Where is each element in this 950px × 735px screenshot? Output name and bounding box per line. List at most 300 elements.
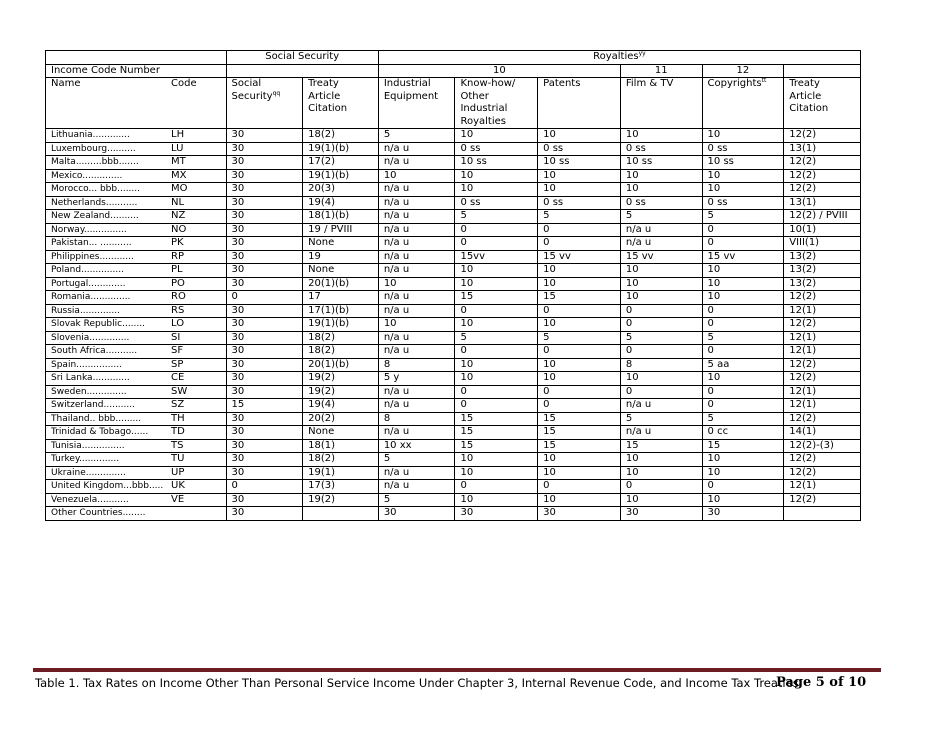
rate-cell-ind: n/a u [378, 210, 455, 224]
rate-cell-cite: 14(1) [784, 426, 861, 440]
rate-cell-ss-cite: 17 [303, 291, 379, 305]
header-row-columns [46, 78, 861, 129]
country-cell [46, 169, 227, 183]
rate-cell-cite: 12(2) [784, 372, 861, 386]
rate-cell-ind: 8 [378, 358, 455, 372]
rate-cell-copy: 0 [702, 223, 784, 237]
rate-cell-cite: 12(1) [784, 385, 861, 399]
rate-cell-copy: 10 [702, 453, 784, 467]
country-cell [46, 156, 227, 170]
rate-cell-copy: 0 [702, 345, 784, 359]
rate-cell-ind: 5 y [378, 372, 455, 386]
table-row [46, 426, 861, 440]
country-cell [46, 210, 227, 224]
table-row [46, 291, 861, 305]
income-code-11: 11 [620, 64, 702, 78]
country-code: LO [171, 318, 185, 329]
country-code: SI [171, 331, 181, 343]
rate-cell-ind: 10 [378, 318, 455, 332]
header-blank [46, 51, 227, 65]
rate-cell-ss: 30 [226, 507, 303, 521]
table-row [46, 453, 861, 467]
rate-cell-know: 10 [455, 129, 538, 143]
rate-cell-ind: n/a u [378, 237, 455, 251]
rate-cell-ind: n/a u [378, 183, 455, 197]
rate-cell-film: 8 [620, 358, 702, 372]
rate-cell-cite: 12(1) [784, 399, 861, 413]
rate-cell-ss: 30 [226, 142, 303, 156]
rate-cell-ind: 5 [378, 493, 455, 507]
rate-cell-copy: 10 [702, 372, 784, 386]
country-cell [46, 507, 227, 521]
table-row [46, 412, 861, 426]
rate-cell-know: 0 ss [455, 196, 538, 210]
rate-cell-ss-cite: 20(3) [303, 183, 379, 197]
rate-cell-ss: 30 [226, 237, 303, 251]
country-code: TD [171, 426, 185, 437]
tax-rates-table [45, 50, 861, 521]
rate-cell-film: n/a u [620, 237, 702, 251]
country-code: MT [171, 156, 186, 167]
rate-cell-film: 5 [620, 412, 702, 426]
rate-cell-film: 10 [620, 183, 702, 197]
rate-cell-ss-cite: 18(2) [303, 331, 379, 345]
country-name: Pakistan... ........... [51, 238, 132, 248]
rate-cell-film: 5 [620, 331, 702, 345]
country-code: TS [171, 439, 184, 451]
rate-cell-cite: 12(2) [784, 318, 861, 332]
rate-cell-ss-cite: None [303, 237, 379, 251]
rate-cell-know: 5 [455, 210, 538, 224]
rate-cell-pat: 30 [538, 507, 621, 521]
rate-cell-film: 10 [620, 129, 702, 143]
country-cell [46, 466, 227, 480]
rate-cell-copy: 10 [702, 277, 784, 291]
rate-cell-ind: 10 [378, 169, 455, 183]
country-cell [46, 358, 227, 372]
country-name: Ukraine.............. [51, 467, 126, 478]
rate-cell-ss-cite: 18(2) [303, 129, 379, 143]
col-industrial-equipment-header: Industrial Equipment [378, 78, 455, 129]
header-cite-blank [784, 64, 861, 78]
header-royalties-footnote: yy [638, 50, 646, 57]
rate-cell-know: 0 [455, 223, 538, 237]
country-code: RP [171, 250, 184, 262]
table-row [46, 493, 861, 507]
rate-cell-ind: n/a u [378, 264, 455, 278]
page-number: Page 5 of 10 [776, 675, 867, 690]
country-code: UP [171, 466, 185, 478]
country-code: RO [171, 291, 186, 302]
rate-cell-cite: 13(1) [784, 142, 861, 156]
table-row [46, 223, 861, 237]
rate-cell-pat: 0 [538, 345, 621, 359]
rate-cell-ss: 30 [226, 331, 303, 345]
country-cell [46, 372, 227, 386]
rate-cell-cite: 12(2) [784, 493, 861, 507]
rate-cell-cite: VIII(1) [784, 237, 861, 251]
rate-cell-copy: 0 [702, 304, 784, 318]
rate-cell-cite: 12(2) [784, 291, 861, 305]
rate-cell-copy: 15 [702, 439, 784, 453]
country-name: Portugal............. [51, 278, 126, 289]
country-cell [46, 453, 227, 467]
rate-cell-know: 10 [455, 318, 538, 332]
rate-cell-know: 15vv [455, 250, 538, 264]
rate-cell-film: 10 [620, 277, 702, 291]
rate-cell-know: 10 [455, 358, 538, 372]
table-row [46, 480, 861, 494]
table-row [46, 345, 861, 359]
rate-cell-know: 0 [455, 385, 538, 399]
rate-cell-ss-cite: 18(1) [303, 439, 379, 453]
rate-cell-ind: n/a u [378, 304, 455, 318]
country-code: MO [171, 183, 188, 194]
country-cell [46, 250, 227, 264]
table-row [46, 196, 861, 210]
rate-cell-copy: 0 [702, 480, 784, 494]
rate-cell-ss-cite: 19(2) [303, 493, 379, 507]
col-social-security-header [226, 78, 303, 129]
rate-cell-cite: 12(1) [784, 331, 861, 345]
income-code-12: 12 [702, 64, 784, 78]
country-name: Sweden.............. [51, 386, 127, 397]
country-code: SZ [171, 399, 185, 410]
rate-cell-know: 10 [455, 493, 538, 507]
rate-cell-ind: n/a u [378, 480, 455, 494]
rate-cell-film: 0 [620, 385, 702, 399]
country-name: Other Countries........ [51, 508, 146, 518]
rate-cell-copy: 5 [702, 412, 784, 426]
col-social-security-footnote: qq [272, 89, 281, 97]
income-code-number-label: Income Code Number [46, 64, 227, 78]
rate-cell-film: n/a u [620, 223, 702, 237]
rate-cell-ss-cite: 19(4) [303, 399, 379, 413]
table-row [46, 129, 861, 143]
table-row [46, 439, 861, 453]
rate-cell-ind: n/a u [378, 345, 455, 359]
rate-cell-cite: 13(2) [784, 277, 861, 291]
rate-cell-pat: 10 [538, 318, 621, 332]
rate-cell-ss: 30 [226, 129, 303, 143]
table-row [46, 385, 861, 399]
rate-cell-pat: 0 [538, 399, 621, 413]
rate-cell-pat: 15 [538, 426, 621, 440]
rate-cell-ss-cite [303, 507, 379, 521]
rate-cell-cite: 12(1) [784, 304, 861, 318]
col-code-header: Code [171, 78, 197, 89]
country-name: Norway............... [51, 224, 127, 235]
country-cell [46, 142, 227, 156]
rate-cell-pat: 10 ss [538, 156, 621, 170]
country-code: PL [171, 264, 183, 275]
country-name: Poland............... [51, 265, 124, 275]
country-name: Russia.............. [51, 305, 120, 316]
country-name: Morocco... bbb........ [51, 184, 140, 194]
rate-cell-copy: 0 [702, 318, 784, 332]
col-social-security-label: Social Security [231, 78, 273, 102]
rate-cell-film: 10 [620, 466, 702, 480]
rate-cell-copy: 0 ss [702, 196, 784, 210]
country-code: UK [171, 480, 185, 491]
rate-cell-pat: 10 [538, 493, 621, 507]
rate-cell-copy: 0 [702, 237, 784, 251]
rate-cell-film: 10 [620, 264, 702, 278]
rate-cell-film: 0 ss [620, 196, 702, 210]
country-cell [46, 223, 227, 237]
rate-cell-know: 0 [455, 399, 538, 413]
header-name-code [46, 78, 227, 129]
rate-cell-copy: 10 [702, 183, 784, 197]
rate-cell-film: n/a u [620, 399, 702, 413]
rate-cell-cite: 12(2) [784, 412, 861, 426]
country-cell [46, 277, 227, 291]
rate-cell-ind: 8 [378, 412, 455, 426]
rate-cell-ind: n/a u [378, 426, 455, 440]
rate-cell-pat: 0 [538, 385, 621, 399]
rate-cell-ss: 30 [226, 439, 303, 453]
country-code: LU [171, 142, 184, 154]
country-cell [46, 183, 227, 197]
country-cell [46, 129, 227, 143]
rate-cell-ind: n/a u [378, 466, 455, 480]
col-copyrights-header [702, 78, 784, 129]
rate-cell-film: 0 [620, 318, 702, 332]
country-name: Spain................ [51, 359, 122, 370]
rate-cell-ind: 5 [378, 129, 455, 143]
rate-cell-copy: 15 vv [702, 250, 784, 264]
rate-cell-ss: 30 [226, 318, 303, 332]
country-name: Romania.............. [51, 292, 131, 302]
rate-cell-know: 15 [455, 412, 538, 426]
country-name: Philippines............ [51, 251, 134, 262]
rate-cell-film: 10 [620, 453, 702, 467]
rate-cell-pat: 10 [538, 264, 621, 278]
table-row [46, 156, 861, 170]
header-row-groups [46, 51, 861, 65]
rate-cell-pat: 0 [538, 237, 621, 251]
table-row [46, 250, 861, 264]
rate-cell-ind: n/a u [378, 385, 455, 399]
rate-cell-copy: 5 aa [702, 358, 784, 372]
rate-cell-copy: 0 ss [702, 142, 784, 156]
footer-caption: Table 1. Tax Rates on Income Other Than Personal Service Income Under Chapter 3, Internal Revenue Code, and Income Tax Treaties [35, 676, 799, 690]
rate-cell-cite: 12(2) [784, 129, 861, 143]
rate-cell-copy: 5 [702, 210, 784, 224]
table-row [46, 358, 861, 372]
rate-cell-know: 10 [455, 183, 538, 197]
rate-cell-ss: 30 [226, 453, 303, 467]
table-row [46, 169, 861, 183]
rate-cell-ind: n/a u [378, 250, 455, 264]
rate-cell-know: 0 [455, 345, 538, 359]
rate-cell-ss: 30 [226, 493, 303, 507]
rate-cell-cite: 12(2)-(3) [784, 439, 861, 453]
country-name: Luxembourg.......... [51, 143, 136, 154]
rate-cell-ss: 30 [226, 358, 303, 372]
country-cell [46, 196, 227, 210]
rate-cell-film: 30 [620, 507, 702, 521]
header-royalties-group [378, 51, 860, 65]
table-row [46, 142, 861, 156]
rate-cell-film: 15 vv [620, 250, 702, 264]
rate-cell-ss: 15 [226, 399, 303, 413]
country-code: LH [171, 129, 185, 140]
country-cell [46, 412, 227, 426]
rate-cell-pat: 10 [538, 183, 621, 197]
rate-cell-cite: 12(1) [784, 345, 861, 359]
country-code: PK [171, 237, 184, 248]
rate-cell-know: 10 ss [455, 156, 538, 170]
rate-cell-know: 0 [455, 237, 538, 251]
rate-cell-ind: n/a u [378, 142, 455, 156]
rate-cell-film: 15 [620, 439, 702, 453]
rate-cell-ss: 30 [226, 412, 303, 426]
rate-cell-copy: 30 [702, 507, 784, 521]
rate-cell-cite: 13(2) [784, 264, 861, 278]
rate-cell-pat: 0 ss [538, 196, 621, 210]
rate-cell-film: 0 [620, 345, 702, 359]
col-patents-header: Patents [538, 78, 621, 129]
rate-cell-know: 15 [455, 291, 538, 305]
table-row [46, 466, 861, 480]
table-row [46, 372, 861, 386]
country-cell [46, 331, 227, 345]
rate-cell-film: 0 [620, 480, 702, 494]
rate-cell-ss: 30 [226, 277, 303, 291]
table-row [46, 183, 861, 197]
rate-cell-ss-cite: 19(2) [303, 372, 379, 386]
rate-cell-know: 15 [455, 439, 538, 453]
country-code: TU [171, 453, 185, 464]
rate-cell-pat: 15 [538, 291, 621, 305]
rate-cell-ss: 30 [226, 210, 303, 224]
rate-cell-ss: 30 [226, 345, 303, 359]
country-code: NO [171, 223, 187, 235]
country-code: MX [171, 169, 187, 181]
rate-cell-ss-cite: 18(2) [303, 345, 379, 359]
col-name-header: Name [51, 78, 81, 89]
rate-cell-ss: 30 [226, 385, 303, 399]
country-name: Tunisia............... [51, 440, 125, 451]
rate-cell-ind: 30 [378, 507, 455, 521]
country-name: Slovak Republic........ [51, 319, 145, 329]
country-name: Sri Lanka............. [51, 373, 130, 383]
country-name: Turkey.............. [51, 454, 120, 464]
rate-cell-copy: 10 ss [702, 156, 784, 170]
rate-cell-ss: 30 [226, 372, 303, 386]
rate-cell-know: 5 [455, 331, 538, 345]
rate-cell-ss-cite: 18(2) [303, 453, 379, 467]
country-name: Mexico.............. [51, 170, 123, 181]
rate-cell-pat: 0 [538, 304, 621, 318]
table-row [46, 264, 861, 278]
rate-cell-know: 10 [455, 277, 538, 291]
rate-cell-know: 0 [455, 304, 538, 318]
rate-cell-pat: 10 [538, 129, 621, 143]
rate-cell-ind: 5 [378, 453, 455, 467]
country-name: Slovenia.............. [51, 332, 130, 343]
rate-cell-pat: 0 [538, 223, 621, 237]
country-cell [46, 291, 227, 305]
rate-cell-copy: 0 [702, 399, 784, 413]
table-row [46, 399, 861, 413]
table-row [46, 331, 861, 345]
rate-cell-ss: 30 [226, 304, 303, 318]
country-code: SF [171, 345, 184, 356]
table-row [46, 277, 861, 291]
rate-cell-ss: 30 [226, 426, 303, 440]
col-film-tv-header: Film & TV [620, 78, 702, 129]
country-code: NZ [171, 210, 186, 221]
rate-cell-cite: 12(2) [784, 169, 861, 183]
rate-cell-ss-cite: 19 / PVIII [303, 223, 379, 237]
rate-cell-pat: 15 [538, 412, 621, 426]
rate-cell-cite: 12(2) [784, 358, 861, 372]
rate-cell-ss-cite: 17(1)(b) [303, 304, 379, 318]
col-royalty-treaty-citation-header: Treaty Article Citation [784, 78, 861, 129]
country-name: United Kingdom...bbb..... [51, 481, 164, 491]
rate-cell-ss-cite: 17(2) [303, 156, 379, 170]
rate-cell-copy: 10 [702, 291, 784, 305]
country-cell [46, 493, 227, 507]
rate-cell-copy: 10 [702, 466, 784, 480]
rate-cell-ss-cite: 19(1) [303, 466, 379, 480]
col-copyrights-footnote: tt [761, 77, 767, 84]
country-code: SP [171, 358, 184, 370]
rate-cell-know: 15 [455, 426, 538, 440]
country-cell [46, 480, 227, 494]
rate-cell-ind: n/a u [378, 331, 455, 345]
rate-cell-ss-cite: 19(2) [303, 385, 379, 399]
rate-cell-pat: 10 [538, 466, 621, 480]
country-name: Netherlands........... [51, 197, 138, 208]
footer-rule [33, 668, 881, 672]
rate-cell-cite: 12(2) / PVIII [784, 210, 861, 224]
rate-cell-ss: 0 [226, 480, 303, 494]
rate-cell-ss-cite: 20(1)(b) [303, 277, 379, 291]
rate-cell-copy: 10 [702, 493, 784, 507]
country-cell [46, 385, 227, 399]
country-code: RS [171, 304, 185, 316]
rate-cell-know: 10 [455, 264, 538, 278]
country-name: South Africa........... [51, 346, 138, 356]
rate-cell-ss: 30 [226, 196, 303, 210]
country-name: Venezuela........... [51, 494, 129, 505]
rate-cell-copy: 5 [702, 331, 784, 345]
rate-cell-cite: 12(2) [784, 156, 861, 170]
country-cell [46, 264, 227, 278]
rate-cell-ind: 10 [378, 277, 455, 291]
rate-cell-film: 10 [620, 372, 702, 386]
rate-cell-pat: 15 [538, 439, 621, 453]
rate-cell-know: 0 [455, 480, 538, 494]
table-row [46, 210, 861, 224]
rate-cell-film: 10 [620, 493, 702, 507]
rate-cell-ss: 30 [226, 223, 303, 237]
rate-cell-pat: 10 [538, 453, 621, 467]
country-code: NL [171, 196, 185, 208]
rate-cell-cite: 12(1) [784, 480, 861, 494]
rate-cell-cite [784, 507, 861, 521]
col-ss-treaty-citation-header: Treaty Article Citation [303, 78, 379, 129]
country-cell [46, 439, 227, 453]
rate-cell-ss: 30 [226, 169, 303, 183]
table-row [46, 507, 861, 521]
rate-cell-pat: 0 [538, 480, 621, 494]
rate-cell-ind: n/a u [378, 196, 455, 210]
rate-cell-ss: 30 [226, 250, 303, 264]
